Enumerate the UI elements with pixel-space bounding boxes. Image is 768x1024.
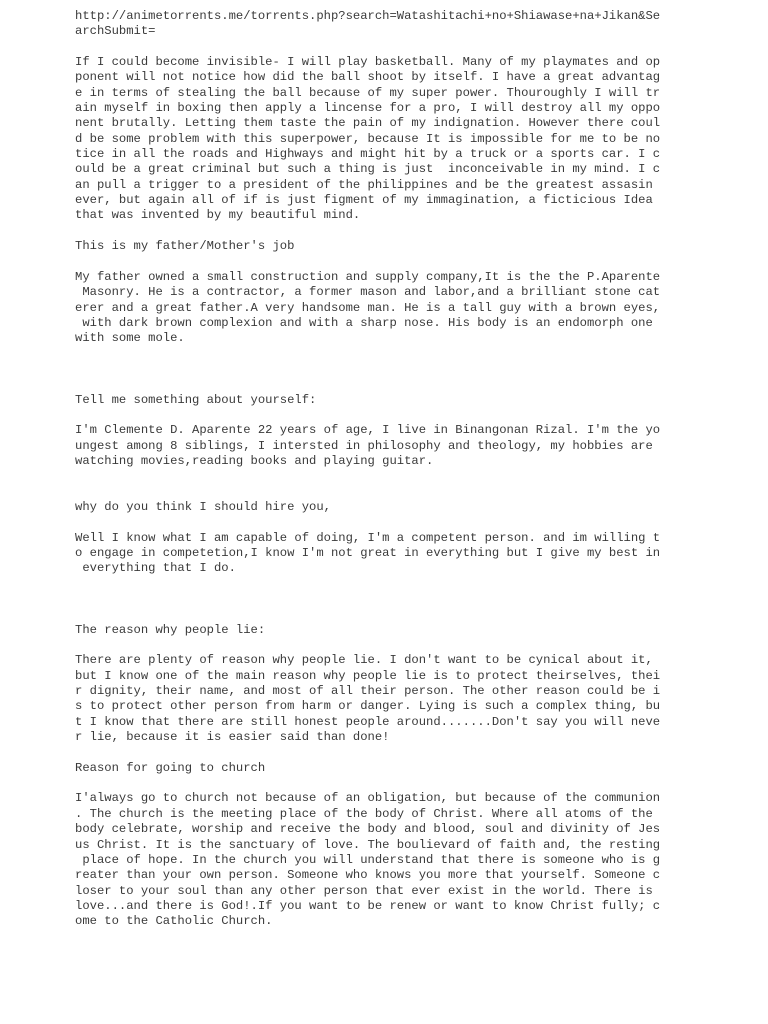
spacer: [75, 776, 695, 791]
spacer: [75, 515, 695, 530]
yourself-paragraph: I'm Clemente D. Aparente 22 years of age, I live in Binangonan Rizal. I'm the yo ungest among 8 siblings, I intersted in philosophy and theology, my hobbies are watching movies,reading books and playing guitar.: [75, 423, 661, 468]
spacer: [75, 255, 695, 270]
spacer: [75, 638, 695, 653]
father-heading: This is my father/Mother's job: [75, 239, 295, 254]
spacer: [75, 577, 695, 623]
lie-paragraph: There are plenty of reason why people lie. I don't want to be cynical about it, but I know one of the main reason why people lie is to protect theirselves, thei r dignity, their name, and most of all their person. The other reason could be i s to protect other person from harm or danger. Lying is such a complex thing, bu t I know that there are still honest people around.......Don't say you will neve r lie, because it is easier said than done!: [75, 653, 661, 745]
lie-heading: The reason why people lie:: [75, 622, 266, 637]
spacer: [75, 469, 695, 500]
spacer: [75, 40, 695, 55]
document-page: [75, 9, 695, 930]
spacer: [75, 408, 695, 423]
father-paragraph: My father owned a small construction and supply company,It is the the P.Aparente Masonry. He is a contractor, a former mason and labor,and a brilliant stone cat erer and a great father.A very handsome man. He is a tall guy with a brown eyes, with dark brown complexion and with a sharp nose. His body is an endomorph one with some mole.: [75, 269, 661, 346]
spacer: [75, 224, 695, 239]
church-heading: Reason for going to church: [75, 760, 266, 775]
hire-heading: why do you think I should hire you,: [75, 499, 331, 514]
url-line: http://animetorrents.me/torrents.php?search=Watashitachi+no+Shiawase+na+Jikan&Se archSubmit=: [75, 9, 661, 39]
yourself-heading: Tell me something about yourself:: [75, 392, 317, 407]
spacer: [75, 745, 695, 760]
spacer: [75, 347, 695, 393]
invisible-paragraph: If I could become invisible- I will play basketball. Many of my playmates and op ponent will not notice how did the ball shoot by itself. I have a great advantag e in terms of stealing the ball because of my super power. Thouroughly I will tr ain myself in boxing then apply a lincense for a pro, I will destroy all my oppo nent brutally. Letting them taste the pain of my indignation. However there coul d be some problem with this superpower, because It is impossible for me to be no tice in all the roads and Highways and might hit by a truck or a sports car. I c ould be a great criminal but such a thing is just inconceivable in my mind. I c an pull a trigger to a president of the philippines and be the greatest assasin ever, but again all of if is just figment of my immagination, a ficticious Idea that was invented by my beautiful mind.: [75, 55, 661, 223]
church-paragraph: I'always go to church not because of an obligation, but because of the communion . The church is the meeting place of the body of Christ. Where all atoms of the body celebrate, worship and receive the body and blood, soul and divinity of Jes us Christ. It is the sanctuary of love. The boulievard of faith and, the resting place of hope. In the church you will understand that there is someone who is g reater than your own person. Someone who knows you more that yourself. Someone c loser to your soul than any other person that ever exist in the world. There is love...and there is God!.If you want to be renew or want to know Christ fully; c ome to the Catholic Church.: [75, 791, 661, 929]
hire-paragraph: Well I know what I am capable of doing, I'm a competent person. and im willing t o engage in competetion,I know I'm not great in everything but I give my best in everything that I do.: [75, 530, 661, 576]
